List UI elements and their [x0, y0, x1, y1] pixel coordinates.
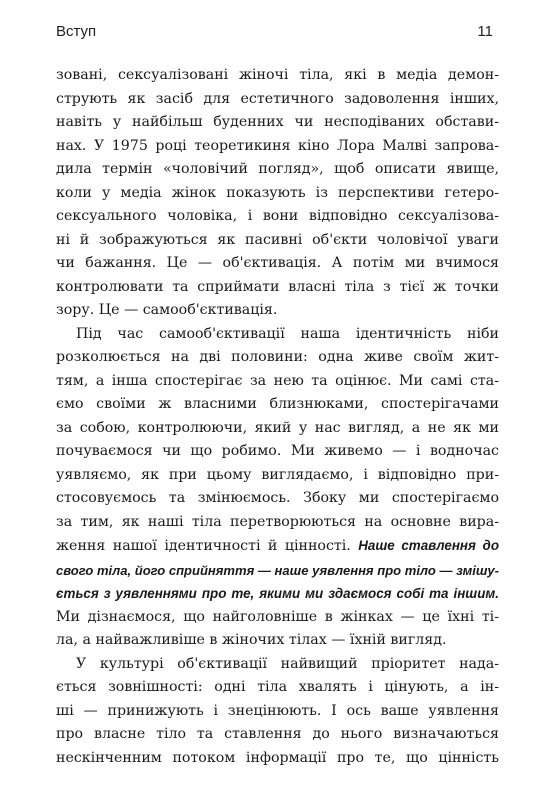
text-line-mixed [56, 534, 499, 559]
text-line: стосовуємось та змінюємось. Збоку ми спостерігаємо [56, 490, 499, 506]
text-line: дила термін «чоловічий погляд», щоб описати явище, [56, 161, 499, 177]
text-line: уявляємо, як при цьому виглядаємо, і відповідно при- [56, 466, 499, 483]
text-line: зовані, сексуалізовані жіночі тіла, які в медіа демон- [56, 67, 499, 83]
text-line: коли у медіа жінок показують із перспективи гетеро- [56, 184, 499, 201]
text-line: розколюється на дві половини: одна живе своїм жит- [56, 349, 499, 365]
text-line: ші — принижують і знецінюють. І ось ваше уявлення [56, 702, 499, 719]
text-line: чи бажання. Це — об'єктивація. А потім ми вчимося [56, 255, 499, 271]
body-text [56, 64, 499, 770]
text-line: зору. Це — самооб'єктивація. [56, 302, 278, 318]
emphasis-line: ється з уявленнями про те, якими ми здаємося собі та іншим. [56, 586, 499, 601]
text-line: контролювати та сприймати власні тіла з тієї ж точки [56, 278, 499, 295]
text-line: Під час самооб'єктивації наша ідентичність ніби [76, 325, 499, 342]
text-line: про власне тіло та ставлення до нього визначаються [56, 726, 499, 742]
text-line: нескінченним потоком інформації про те, що цінність [56, 749, 499, 766]
page-number: 11 [477, 22, 493, 40]
running-header [56, 20, 493, 42]
paragraph [56, 653, 499, 771]
emphasis-line: свого тіла, його сприйняття — наше уявлення про тіло — змішу- [56, 562, 499, 578]
text-line: нах. У 1975 році теоретикиня кіно Лора Малві запрова- [56, 137, 499, 154]
text-line: ла, а найважливіше в жіночих тілах — їхній вигляд. [56, 632, 447, 648]
chapter-title: Вступ [56, 22, 97, 40]
text-line: за тим, як наші тіла перетворюються на основне вира- [56, 513, 499, 530]
text-line: ється зовнішності: одні тіла хвалять і цінують, а ін- [56, 679, 499, 695]
text-run: ження нашої ідентичності й цінності. [56, 538, 351, 554]
text-line: почуваємося чи що робимо. Ми живемо — і водночас [56, 443, 499, 459]
text-line: ємо своїми ж власними близнюками, спостерігачами [56, 396, 499, 412]
text-line: струють як засіб для естетичного задоволення інших, [56, 90, 499, 107]
text-line: за собою, контролюючи, який у нас вигляд, а не як ми [56, 419, 499, 436]
text-line: тям, а інша спостерігає за нею та оцінює. Ми самі ста- [56, 372, 499, 389]
text-line: сексуального чоловіка, і вони відповідно сексуалізова- [56, 208, 499, 224]
text-line: У культурі об'єктивації найвищий пріоритет нада- [76, 655, 499, 672]
paragraph [56, 64, 499, 323]
text-line: навіть у найбільш буденних чи несподіваних обстави- [56, 114, 499, 130]
paragraph [56, 323, 499, 653]
text-line: ні й зображуються як пасивні об'єкти чоловічої уваги [56, 231, 499, 248]
text-line: Ми дізнаємося, що найголовніше в жінках — це їхні ті- [56, 608, 499, 625]
emphasis-run: Наше ставлення до [358, 538, 500, 553]
